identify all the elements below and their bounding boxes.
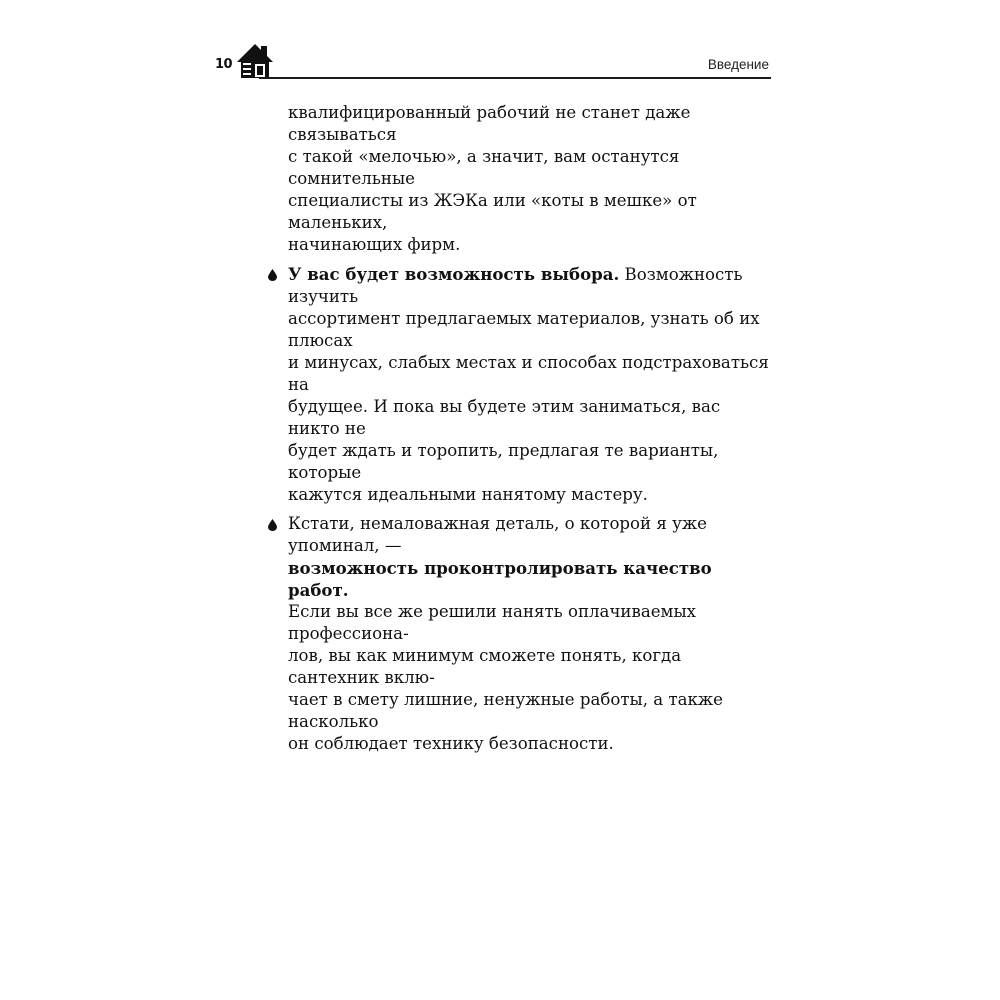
drop-icon [268, 269, 277, 281]
text-line: начинающих фирм. [288, 235, 461, 254]
bullet-item-control [268, 513, 772, 755]
text-line: чает в смету лишние, ненужные работы, а также насколько [288, 690, 723, 731]
house-icon [229, 40, 281, 80]
text-line: будущее. И пока вы будете этим заниматься, вас никто не [288, 397, 721, 438]
bold-phrase: возможность проконтролировать качество работ. [288, 558, 712, 600]
continuation-paragraph [268, 102, 772, 256]
text-line: лов, вы как минимум сможете понять, когда сантехник вклю- [288, 646, 682, 687]
bold-phrase: У вас будет возможность выбора. [288, 264, 620, 284]
text-line: кажутся идеальными нанятому мастеру. [288, 485, 648, 504]
header-rule [259, 77, 771, 79]
drop-icon [268, 519, 277, 531]
text-line: и минусах, слабых местах и способах подстраховаться на [288, 353, 769, 394]
page-body [268, 102, 772, 755]
section-title: Введение [707, 57, 769, 72]
page-number: 10 [215, 57, 233, 72]
text-line: специалисты из ЖЭКа или «коты в мешке» от маленьких, [288, 191, 697, 232]
bullet-item-choice [268, 263, 772, 506]
page-header [215, 40, 771, 80]
text-line: ассортимент предлагаемых материалов, узнать об их плюсах [288, 309, 760, 350]
text-line: с такой «мелочью», а значит, вам останутся сомнительные [288, 147, 680, 188]
text-line: Если вы все же решили нанять оплачиваемых профессиона- [288, 602, 697, 643]
text-run: Возможность изучить [288, 265, 743, 306]
text-line [288, 263, 772, 308]
text-line: будет ждать и торопить, предлагая те варианты, которые [288, 441, 719, 482]
text-line: Кстати, немаловажная деталь, о которой я уже упоминал, — [288, 514, 707, 555]
text-line: квалифицированный рабочий не станет даже связываться [288, 103, 691, 144]
text-line: он соблюдает технику безопасности. [288, 734, 614, 753]
